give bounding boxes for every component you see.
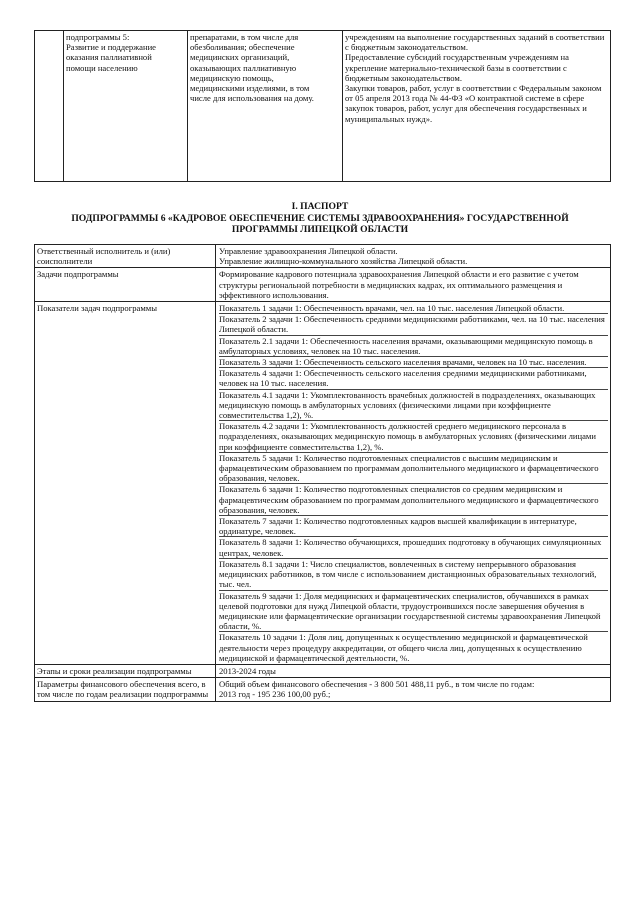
indicator-item: Показатель 3 задачи 1: Обеспеченность сельского населения врачами, человек на 10 тыс. населения. <box>219 356 608 367</box>
executor-label: Ответственный исполнитель и (или) соисполнители <box>35 245 216 268</box>
indicators-label: Показатели задач подпрограммы <box>35 302 216 665</box>
finance-value-cell <box>216 678 611 701</box>
indicator-item: Показатель 4.1 задачи 1: Укомплектованность врачебных должностей в подразделениях, оказывающих медицинскую помощь в амбулаторных условиях (физическими лицами при коэффициенте совместительства 1,2), %. <box>219 389 608 421</box>
cont-col1-line: подпрограммы 5: <box>66 32 130 42</box>
indicator-item: Показатель 8.1 задачи 1: Число специалистов, вовлеченных в систему непрерывного образования медицинских работников, в том числе с использованием дистанционных образовательных технологий, тыс. чел. <box>219 558 608 590</box>
executor-value: Управление здравоохранения Липецкой области. <box>219 246 398 256</box>
indicator-item: Показатель 5 задачи 1: Количество подготовленных специалистов с высшим медицинским и фармацевтическим образованием по программам дополнительного медицинского и фармацевтического образования, человек. <box>219 452 608 484</box>
finance-value: 2013 год - 195 236 100,00 руб.; <box>219 689 331 700</box>
executor-value-cell <box>216 245 611 268</box>
indicator-item: Показатель 2.1 задачи 1: Обеспеченность населения врачами, оказывающими медицинскую помощь в амбулаторных условиях, человек на 10 тыс. населения. <box>219 335 608 356</box>
continuation-empty-cell <box>35 31 64 182</box>
continuation-row <box>35 31 611 182</box>
cont-col1-line: помощи населению <box>66 62 138 73</box>
cont-col2-line: медицинскую помощь, <box>190 72 274 83</box>
continuation-table <box>34 30 611 182</box>
executor-value: Управление жилищно-коммунального хозяйства Липецкой области. <box>219 256 468 267</box>
passport-row-stages <box>35 664 611 677</box>
tasks-value: Формирование кадрового потенциала здравоохранения Липецкой области и его развитие с учетом структуры региональной потребности в медицинских кадрах, их оптимального размещения и эффективного использования. <box>216 268 611 302</box>
passport-table <box>34 244 611 702</box>
cont-col3-paragraph: Закупки товаров, работ, услуг в соответствии с Федеральным законом от 05 апреля 2013 года № 44-ФЗ «О контрактной системе в сфере закупок товаров, работ, услуг для обеспечения государственных и муниципальных нужд». <box>345 83 602 124</box>
passport-row-indicators <box>35 302 611 665</box>
indicator-item: Показатель 4 задачи 1: Обеспеченность сельского населения средними медицинскими работниками, человек на 10 тыс. населения. <box>219 367 608 388</box>
indicators-value-cell <box>216 302 611 665</box>
cont-col1-line: Развитие и поддержание <box>66 42 156 53</box>
heading-line-2: ПОДПРОГРАММЫ 6 «КАДРОВОЕ ОБЕСПЕЧЕНИЕ СИСТЕМЫ ЗДРАВООХРАНЕНИЯ» ГОСУДАРСТВЕННОЙ <box>71 212 569 224</box>
indicator-item: Показатель 2 задачи 1: Обеспеченность средними медицинскими работниками, чел. на 10 тыс. населения Липецкой области. <box>219 313 608 334</box>
cont-col1-line: оказания паллиативной <box>66 52 152 63</box>
indicator-item: Показатель 6 задачи 1: Количество подготовленных специалистов со средним медицинским и фармацевтическим образованием по программам дополнительного медицинского и фармацевтического образования, человек. <box>219 483 608 515</box>
cont-col2-line: числе для использования на дому. <box>190 93 314 104</box>
finance-label: Параметры финансового обеспечения всего, в том числе по годам реализации подпрограммы <box>35 678 216 701</box>
heading-line-1: I. ПАСПОРТ <box>291 201 349 212</box>
continuation-col2-cell <box>188 31 343 182</box>
finance-value: Общий объем финансового обеспечения - 3 800 501 488,11 руб., в том числе по годам: <box>219 679 535 690</box>
stages-value: 2013-2024 годы <box>216 664 611 677</box>
passport-row-executor <box>35 245 611 268</box>
indicator-item: Показатель 10 задачи 1: Доля лиц, допущенных к осуществлению медицинской и фармацевтической деятельности через процедуру аккредитации, от общего числа лиц, допущенных к осуществлению медицинской и фармацевтической деятельности, %. <box>219 631 608 663</box>
passport-row-tasks <box>35 268 611 302</box>
indicator-item: Показатель 4.2 задачи 1: Укомплектованность должностей среднего медицинского персонала в подразделениях, оказывающих медицинскую помощь в амбулаторных условиях (физическими лицами при коэффициенте совместительства 1,2), %. <box>219 420 608 452</box>
stages-label: Этапы и сроки реализации подпрограммы <box>35 664 216 677</box>
indicator-item: Показатель 9 задачи 1: Доля медицинских и фармацевтических специалистов, обучавшихся в рамках целевой подготовки для нужд Липецкой области, трудоустроившихся после завершения обучения в медицинские или фармацевтические организации государственной системы здравоохранения Липецкой области, %. <box>219 590 608 632</box>
continuation-col1-cell <box>64 31 188 182</box>
indicator-item: Показатель 1 задачи 1: Обеспеченность врачами, чел. на 10 тыс. населения Липецкой области. <box>219 303 565 314</box>
cont-col2-line: медицинскими изделиями, в том <box>190 83 310 94</box>
cont-col3-paragraph: учреждениям на выполнение государственных заданий в соответствии с бюджетным законодательством. <box>345 32 605 53</box>
indicator-item: Показатель 8 задачи 1: Количество обучающихся, прошедших подготовку в обучающих симуляционных центрах, человек. <box>219 536 608 557</box>
continuation-col3-cell <box>343 31 611 182</box>
cont-col2-line: обезболивания; обеспечение <box>190 42 295 53</box>
indicator-item: Показатель 7 задачи 1: Количество подготовленных кадров высшей квалификации в интернатуре, ординатуре, человек. <box>219 515 608 536</box>
section-heading <box>20 201 620 236</box>
cont-col2-line: медицинских организаций, <box>190 52 290 63</box>
cont-col2-line: препаратами, в том числе для <box>190 32 299 42</box>
passport-row-finance <box>35 678 611 701</box>
cont-col3-paragraph: Предоставление субсидий государственным учреждениям на укрепление материально-технической базы в соответствии с бюджетным законодательством. <box>345 52 569 83</box>
tasks-label: Задачи подпрограммы <box>35 268 216 302</box>
heading-line-3: ПРОГРАММЫ ЛИПЕЦКОЙ ОБЛАСТИ <box>231 224 409 236</box>
cont-col2-line: оказывающих паллиативную <box>190 62 297 73</box>
